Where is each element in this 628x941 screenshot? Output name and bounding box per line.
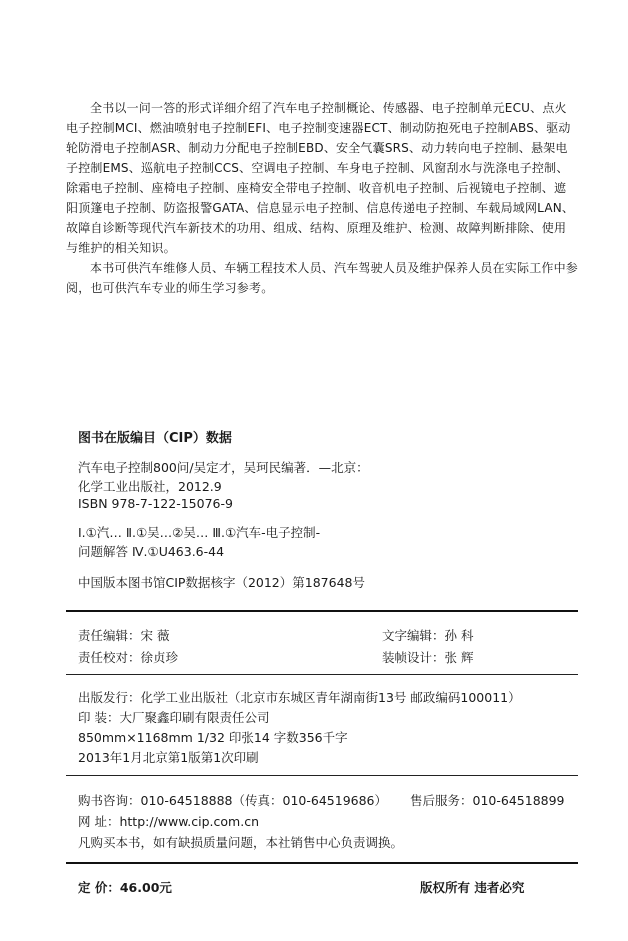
service-label: 售后服务：	[410, 793, 473, 808]
printer-row	[78, 708, 270, 726]
cip-line-5: 问题解答 Ⅳ.①U463.6-44	[78, 544, 225, 559]
summary-paragraph-2: 本书可供汽车维修人员、车辆工程技术人员、汽车驾驶人员及维护保养人员在实际工作中参阅，也可供汽车专业的师生学习参考。	[66, 261, 579, 295]
cip-isbn: ISBN 978-7-122-15076-9	[78, 496, 233, 511]
divider	[66, 674, 578, 675]
printer-label: 印 装：	[78, 710, 120, 725]
design-name: 张 辉	[444, 650, 474, 665]
purchase-row	[78, 791, 387, 809]
cip-record-number: 中国版本图书馆CIP数据核字（2012）第187648号	[78, 575, 365, 590]
price-label: 定 价：	[78, 880, 120, 895]
design-label: 装帧设计：	[382, 650, 445, 665]
proof-row	[78, 648, 178, 666]
rights-notice: 版权所有 违者必究	[420, 880, 525, 895]
cip-line-2: 化学工业出版社，2012.9	[78, 479, 222, 494]
proof-name: 徐贞珍	[140, 650, 179, 665]
publisher-label: 出版发行：	[78, 690, 141, 705]
website-label: 网 址：	[78, 814, 120, 829]
printer-name: 大厂聚鑫印刷有限责任公司	[119, 710, 270, 725]
website-row	[78, 812, 259, 830]
service-row	[410, 791, 565, 809]
publisher-name: 化学工业出版社（北京市东城区青年湖南街13号 邮政编码100011）	[140, 690, 521, 705]
cip-title: 图书在版编目（CIP）数据	[78, 431, 232, 446]
design-row	[382, 648, 474, 666]
edition-row: 2013年1月北京第1版第1次印刷	[78, 750, 259, 765]
text-editor-label: 文字编辑：	[382, 628, 445, 643]
notice-row: 凡购买本书，如有缺损质量问题，本社销售中心负责调换。	[78, 835, 404, 850]
proof-label: 责任校对：	[78, 650, 141, 665]
price-value: 46.00元	[119, 880, 172, 895]
publisher-row	[78, 688, 521, 706]
divider	[66, 775, 578, 776]
text-editor-name: 孙 科	[444, 628, 474, 643]
price-row	[78, 878, 172, 896]
book-summary	[66, 98, 578, 298]
editor-label: 责任编辑：	[78, 628, 141, 643]
cip-line-1: 汽车电子控制800问/吴定才，吴珂民编著．—北京：	[78, 460, 369, 475]
purchase-label: 购书咨询：	[78, 793, 141, 808]
divider	[66, 610, 578, 612]
editor-row	[78, 626, 170, 644]
service-phone: 010-64518899	[472, 793, 565, 808]
divider	[66, 862, 578, 864]
editor-name: 宋 薇	[140, 628, 170, 643]
format-row: 850mm×1168mm 1/32 印张14 字数356千字	[78, 730, 348, 745]
cip-line-4: Ⅰ.①汽… Ⅱ.①吴…②吴… Ⅲ.①汽车-电子控制-	[78, 525, 321, 540]
summary-paragraph-1: 全书以一问一答的形式详细介绍了汽车电子控制概论、传感器、电子控制单元ECU、点火电子控制MCI、燃油喷射电子控制EFI、电子控制变速器ECT、制动防抱死电子控制ABS、驱动轮防滑电子控制ASR、制动力分配电子控制EBD、安全气囊SRS、动力转向电子控制、悬架电子控制EMS、巡航电子控制CCS、空调电子控制、车身电子控制、风窗刮水与洗涤电子控制、除霜电子控制、座椅电子控制、座椅安全带电子控制、收音机电子控制、后视镜电子控制、遮阳顶篷电子控制、防盗报警GATA、信息显示电子控制、信息传递电子控制、车载局域网LAN、故障自诊断等现代汽车新技术的功用、组成、结构、原理及维护、检测、故障判断排除、使用与维护的相关知识。	[66, 101, 575, 255]
text-editor-row	[382, 626, 474, 644]
website-url: http://www.cip.com.cn	[119, 814, 259, 829]
purchase-phone: 010-64518888（传真：010-64519686）	[140, 793, 388, 808]
